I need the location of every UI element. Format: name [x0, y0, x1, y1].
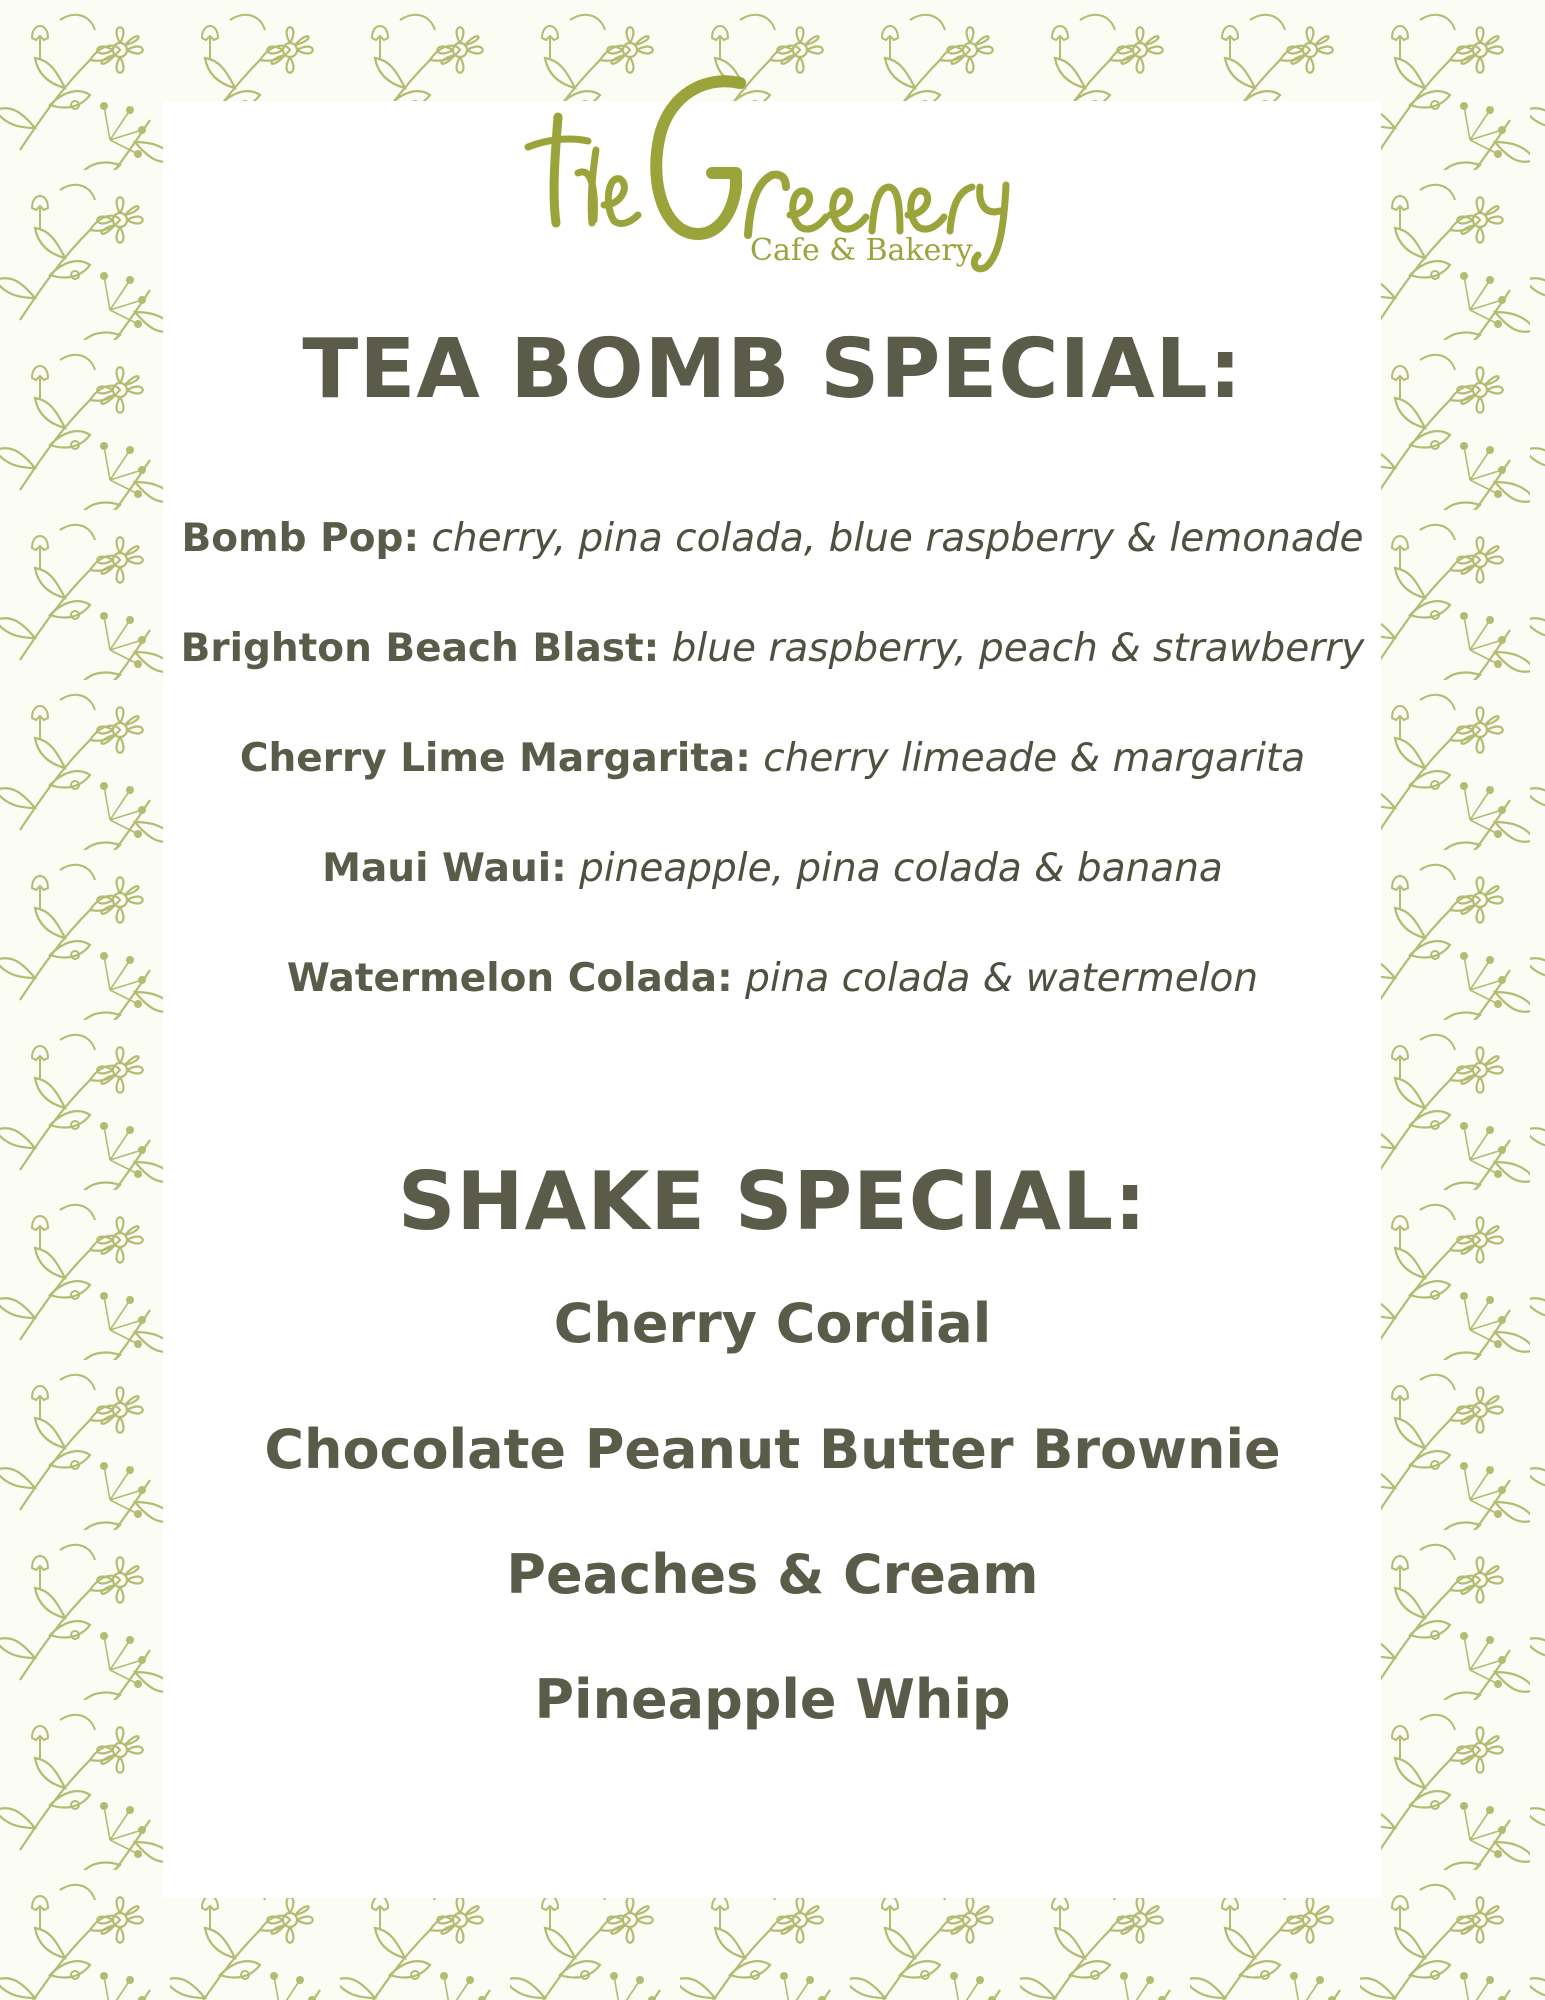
shake-item-chocolate-peanut-butter-brownie: Chocolate Peanut Butter Brownie — [264, 1418, 1281, 1481]
shake-item-peaches-cream: Peaches & Cream — [506, 1543, 1039, 1606]
tea-item-name: Watermelon Colada: — [286, 956, 733, 1001]
tea-item-brighton-beach-blast — [0, 626, 1545, 671]
shake-item-pineapple-whip: Pineapple Whip — [534, 1668, 1011, 1731]
logo-tagline: Cafe & Bakery — [750, 233, 973, 268]
tea-item-name: Bomb Pop: — [181, 516, 420, 561]
tea-item-name: Maui Waui: — [322, 846, 567, 891]
tea-item-desc: cherry, pina colada, blue raspberry & lemonade — [431, 516, 1364, 561]
tea-item-cherry-lime-margarita — [0, 736, 1545, 781]
tea-item-bomb-pop — [0, 516, 1545, 561]
tea-item-desc: blue raspberry, peach & strawberry — [671, 626, 1365, 671]
shake-item-cherry-cordial: Cherry Cordial — [553, 1292, 992, 1355]
tea-item-name: Brighton Beach Blast: — [180, 626, 660, 671]
tea-item-desc: cherry limeade & margarita — [763, 736, 1306, 781]
tea-item-desc: pina colada & watermelon — [745, 956, 1259, 1001]
tea-item-watermelon-colada — [0, 956, 1545, 1001]
shake-heading: SHAKE SPECIAL: — [397, 1155, 1148, 1248]
tea-item-name: Cherry Lime Margarita: — [239, 736, 751, 781]
tea-item-maui-waui — [0, 846, 1545, 891]
tea-item-desc: pineapple, pina colada & banana — [579, 846, 1223, 891]
greenery-logo — [500, 55, 1040, 275]
tea-bomb-heading: TEA BOMB SPECIAL: — [302, 322, 1243, 417]
